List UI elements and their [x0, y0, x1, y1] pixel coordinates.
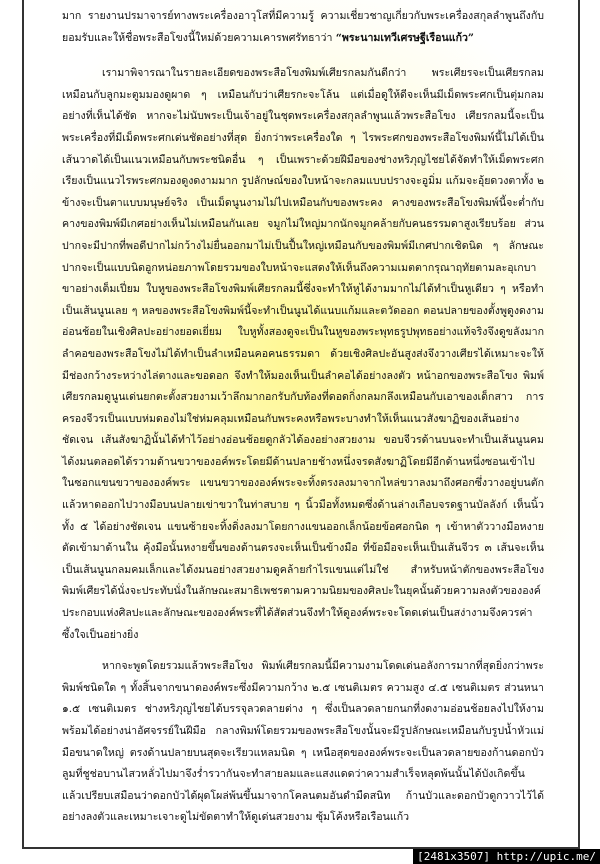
paragraph-3: หากจะพูดโดยรวมแล้วพระสือโขง พิมพ์เศียรกลมนี้มีความงามโดดเด่นอลังการมากที่สุดยิ่งกว่าพระพิมพ์ชนิดใด ๆ ทั้งสิ้นจากขนาดองค์พระซึ่งมีความกว้าง ๒.๕ เซนติเมตร ความสูง ๔.๕ เซนติเมตร ส่วนหนา ๑.๕ เซนติเมตร ช่างหริภุญไชยได้บรรจุลวดลายต่าง ๆ ซึ่งเป็นลวดลายกนกที่งดงามอ่อนช้อยลงไปให้งามพร้อมได้อย่างน่าอัศจรรย์ในฝีมือ กลางพิมพ์โดยรวมของพระสือโขงนั้นจะมีรูปลักษณะเหมือนกับรูปน้ำหัวแม่มือขนาดใหญ่ ตรงด้านปลายบนสุดจะเรียวแหลมนิด ๆ เหนือสุดขององค์พระจะเป็นลวดลายของก้านดอกบัวลูมที่ชูช่อบานไสวหลั่วไปมาจึงร่ำรวากันจะทำสายลมและแสงแดดว่าความสำเร็จหลุดพ้นนั้นได้บังเกิดขึ้นแล้วเปรียบเสมือนว่าดอกบัวได้ผุดโผล่พ้นขึ้นมาจากโคลนตมอันดำมืดสนิท ก้านบัวและดอกบัวดูกวาวไว้ได้อย่างลงตัวและเหมาะเจาะดูไม่ขัดตาทำให้ดูเด่นสวยงาม ซุ้มโค้งหรือเรือนแก้ว — [62, 660, 544, 824]
document-body — [62, 6, 544, 829]
watermark-dimensions: [2481x3507] — [417, 850, 491, 863]
watermark-label — [413, 849, 600, 864]
paragraph-1-quote: “พระนามเทวีเศรษฐีเรือนแก้ว” — [335, 31, 475, 44]
watermark-site: http://upic.me/ — [496, 850, 596, 863]
paragraph-1 — [62, 6, 544, 49]
document-page — [22, 0, 580, 849]
paragraph-1-text: มาก รายงานปรมาจารย์ทางพระเครื่องอาวุโสที่มีความรู้ ความเชี่ยวชาญเกี่ยวกับพระเครื่องสกุลลำพูนถึงกับยอมรับและให้ชื่อพระสือโขงนี้ใหม่ด้วยความเคารพศรัทธาว่า — [62, 10, 544, 44]
paragraph-2: เรามาพิจารณาในรายละเอียดของพระสือโขงพิมพ์เศียรกลมกันดีกว่า พระเศียรจะเป็นเศียรกลมเหมือนกับลูกมะตูมมองดูผาด ๆ เหมือนกับว่าเศียรกะจะโล้น แต่เมื่อดูให้ดีจะเห็นมีเม็ดพระศกเป็นตุ่มกลมอย่างที่เห็นได้ชัด หากจะไม่นับพระเป็นเจ้าอยู่ในชุดพระเครื่องสกุลลำพูนแล้วพระสือโขง เศียรกลมนี้จะเป็นพระเครื่องที่มีเม็ดพระศกเด่นชัดอย่างที่สุด ยิ่งกว่าพระเครื่องใด ๆ ไรพระศกของพระสือโขงพิมพ์นี้ไม่ได้เป็นเส้นวาดได้เป็นแนวเหมือนกับพระชนิดอื่น ๆ เป็นเพราะด้วยฝีมือของช่างหริภุญไชยได้จัดทำให้เม็ดพระศกเรียงเป็นแนวไรพระศกมองดูงดงามมาก รูปลักษณ์ของใบหน้าจะกลมแบบปรางจะอูมิ่ม แก้มจะอุ้ยดวงตาทั้ง ๒ ข้างจะเป็นตาแบบมนุษย์จริง เป็นเม็ดนูนงามไม่ไปเหมือนกับของพระคง คางของพระสือโขงพิมพ์นี้จะต่ำกับคางของพิมพ์มีเกศอย่างเห็นไม่เหมือนกันเลย จมูกไม่ใหญ่มากนักจมูกคล้ายกับคนธรรมดาสูงเรียบร้อย ส่วนปากจะมีปากที่พอดีปากไม่กว้างไม่ยื่นออกมาไม่เป็นปื้นใหญ่เหมือนกับของพิมพ์มีเกศปากเชิดนิด ๆ ลักษณะปากจะเป็นแบบนิดอูกหน่อยภาพโดยรวมของใบหน้าจะแสดงให้เห็นถึงความเมตตากรุณาฤทัยตามละอุเกบาขาอย่างเต็มเปี่ยม ใบหูของพระสือโขงพิมพ์เศียรกลมนี้ซึ่งจะทำให้หูได้งามมากไม่ได้ทำเป็นหูเดียว ๆ หรือทำเป็นเส้นนูนเลย ๆ หลของพระสือโขงพิมพ์นี้จะทำเป็นนูนได้แนบแก้มและตวัดออก ตอนปลายของตั้งพูดูงดงามอ่อนช้อยในเชิงศิลปะอย่างยอดเยี่ยม ใบหูทั้งสองดูจะเป็นในหูของพระพุทธรูปพุทธอย่างแท้จริงจึงดูขลังมาก ลำคอของพระสือโขงไม่ได้ทำเป็นลำเหมือนคอคนธรรมดา ด้วยเชิงศิลปะอันสูงส่งจึงวางเศียรได้เหมาะจะให้มีช่องกว้างระหว่างไล่ตางและขอดอก จึงทำให้มองเห็นเป็นลำคอได้อย่างลงตัว หน้าอกของพระสือโขง พิมพ์เศียรกลมดูนูนเด่นยกตะตั้งสวยงามเว้าลึกมากอกรับกับท้องที่ดอดกิ่งกลมกลึงเหมือนกับเอาของเด็กสาว การครองจีวรเป็นแบบห่มดองไม่ใช่ห่มคลุมเหมือนกับพระคงหรือพระบางทำให้เห็นแนวสังฆาฏิของเส้นอย่างชัดเจน เส้นสังฆาฏินั้นได้ทำไว้อย่างอ่อนช้อยดูกลัวได้องอย่างสวยงาม ขอบจีวรด้านบนจะทำเป็นเส้นนูนคมได้งมนตลอดได้รวามด้านขวาของอค์พระโดยมีด้านปลายช้างหนึ่งจรดสังฆาฏิโดยมีอีกด้านหนึ่งซอนเข้าไปในซอกแขนขวาขององค์พระ แขนขวาขององค์พระจะทิ้งตรงลงมาจากไหล่ขวาลงมาถึงศอกซึ่งวางอยู่บนตักแล้วหาดออกไปวางมือบนปลายเข่าขวาในท่าสบาย ๆ นิ้วมือทั้งหมดซึ่งด้านล่างเกือบจรดฐานบัลลังก์ เห็นนิ้วทั้ง ๕ ได้อย่างชัดเจน แขนซ้ายจะทิ้งดิ่งลงมาโดยกางแขนออกเล็กน้อยข้อศอกนิด ๆ เข้าหาตัววางมือหงายตัดเข้ามาด้านใน คุ้งมือนั้นหงายขึ้นของด้านตรงจะเห็นเป็นข้างมือ ที่ข้อมือจะเห็นเป็นเส้นจีวร ๓ เส้นจะเห็นเป็นเส้นนูนกลมคมเล็กและได้งมนอย่างสวยงามดูคล้ายกำไรแขนแต่ไม่ใช่ สำหรับหน้าตักของพระสือโขง พิมพ์เศียรได้นั่งจะประทับนั่งในลักษณะสมาธิเพชรตามความนิยมของศิลปะในยุคนั้นด้วยความลงตัวขององค์ประกอบแห่งศิลปะและลักษณะขององค์พระที่ได้สัดส่วนจึงทำให้ดูองค์พระจะโดดเด่นเป็นสง่างามจึงควรค่าซึ้งใจเป็นอย่างยิ่ง — [62, 67, 544, 641]
